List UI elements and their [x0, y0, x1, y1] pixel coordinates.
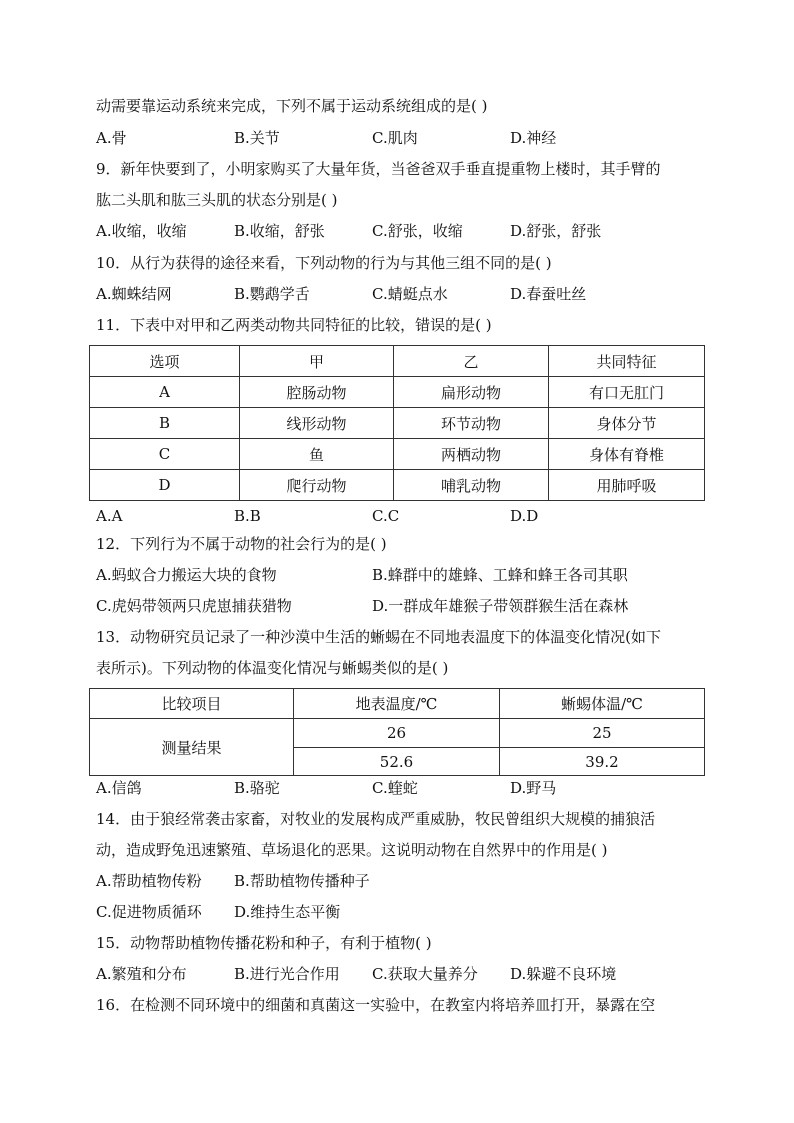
q13-option-d[interactable]: D.野马 [510, 779, 557, 797]
table-row [90, 719, 705, 748]
table-cell: 线形动物 [240, 408, 394, 439]
q15-option-a[interactable]: A.繁殖和分布 [96, 965, 187, 983]
q8-options [96, 128, 706, 148]
table-cell: 两栖动物 [394, 439, 549, 470]
table-header-cell: 甲 [240, 346, 394, 377]
q12-stem: 12．下列行为不属于动物的社会行为的是( ) [96, 535, 387, 553]
table-cell: 哺乳动物 [394, 470, 549, 501]
q13-table [89, 688, 705, 776]
table-cell: 用肺呼吸 [549, 470, 705, 501]
table-cell: 52.6 [294, 748, 500, 776]
q14-option-a[interactable]: A.帮助植物传粉 [96, 872, 202, 890]
q11-option-a[interactable]: A.A [96, 507, 123, 525]
q8-option-b[interactable]: B.关节 [234, 129, 280, 147]
q11-table [89, 345, 705, 501]
q10-option-d[interactable]: D.春蚕吐丝 [510, 285, 587, 303]
q13-option-a[interactable]: A.信鸽 [96, 779, 142, 797]
table-cell: 鱼 [240, 439, 394, 470]
table-cell: 环节动物 [394, 408, 549, 439]
table-row [90, 408, 705, 439]
q8-option-d[interactable]: D.神经 [510, 129, 557, 147]
q8-option-a[interactable]: A.骨 [96, 129, 127, 147]
q9-stem-line1: 9．新年快要到了，小明家购买了大量年货，当爸爸双手垂直提重物上楼时，其手臂的 [96, 160, 661, 178]
q11-table-header [90, 346, 705, 377]
q13-stem-line1: 13．动物研究员记录了一种沙漠中生活的蜥蜴在不同地表温度下的体温变化情况(如下 [96, 628, 661, 646]
q12-option-d[interactable]: D.一群成年雄猴子带领群猴生活在森林 [372, 597, 629, 615]
table-cell: 39.2 [500, 748, 705, 776]
q11-options [96, 506, 706, 526]
q14-option-d[interactable]: D.维持生态平衡 [234, 903, 341, 921]
table-header-cell: 乙 [394, 346, 549, 377]
table-header-cell: 共同特征 [549, 346, 705, 377]
q14-option-c[interactable]: C.促进物质循环 [96, 903, 202, 921]
table-cell: D [90, 470, 240, 501]
table-cell: 扁形动物 [394, 377, 549, 408]
q11-option-c[interactable]: C.C [372, 507, 400, 525]
q14-option-b[interactable]: B.帮助植物传播种子 [234, 872, 370, 890]
table-cell: 有口无肛门 [549, 377, 705, 408]
q15-options [96, 964, 706, 984]
table-cell: 身体分节 [549, 408, 705, 439]
q14-stem-line1: 14．由于狼经常袭击家畜，对牧业的发展构成严重威胁，牧民曾组织大规模的捕狼活 [96, 810, 656, 828]
q8-option-c[interactable]: C.肌肉 [372, 129, 418, 147]
table-row [90, 470, 705, 501]
q9-stem-line2: 肱二头肌和肱三头肌的状态分别是( ) [96, 191, 338, 209]
table-cell: 26 [294, 719, 500, 748]
table-cell: B [90, 408, 240, 439]
q12-option-c[interactable]: C.虎妈带领两只虎崽捕获猎物 [96, 597, 292, 615]
q13-stem-line2: 表所示)。下列动物的体温变化情况与蜥蜴类似的是( ) [96, 659, 449, 677]
table-row [90, 377, 705, 408]
q11-stem: 11．下表中对甲和乙两类动物共同特征的比较，错误的是( ) [96, 316, 492, 334]
q12-option-b[interactable]: B.蜂群中的雄蜂、工蜂和蜂王各司其职 [372, 566, 628, 584]
table-cell: 爬行动物 [240, 470, 394, 501]
q13-option-b[interactable]: B.骆驼 [234, 779, 280, 797]
q10-option-a[interactable]: A.蜘蛛结网 [96, 285, 172, 303]
table-header-cell: 地表温度/℃ [294, 689, 500, 719]
q13-option-c[interactable]: C.蝰蛇 [372, 779, 418, 797]
table-row-label: 测量结果 [90, 719, 294, 776]
q15-option-c[interactable]: C.获取大量养分 [372, 965, 478, 983]
q9-option-c[interactable]: C.舒张，收缩 [372, 222, 463, 240]
table-cell: 腔肠动物 [240, 377, 394, 408]
q8-stem-end: 动需要靠运动系统来完成，下列不属于运动系统组成的是( ) [96, 97, 488, 115]
q12-options-row1 [96, 565, 706, 585]
q15-option-b[interactable]: B.进行光合作用 [234, 965, 340, 983]
table-header-cell: 选项 [90, 346, 240, 377]
q15-stem: 15．动物帮助植物传播花粉和种子，有利于植物( ) [96, 934, 432, 952]
q14-options-row2 [96, 902, 706, 922]
q10-options [96, 284, 706, 304]
q16-stem: 16．在检测不同环境中的细菌和真菌这一实验中，在教室内将培养皿打开，暴露在空 [96, 996, 656, 1014]
q10-option-b[interactable]: B.鹦鹉学舌 [234, 285, 310, 303]
table-cell: C [90, 439, 240, 470]
table-header-cell: 蜥蜴体温/℃ [500, 689, 705, 719]
q9-option-d[interactable]: D.舒张，舒张 [510, 222, 602, 240]
q13-table-header [90, 689, 705, 719]
q10-option-c[interactable]: C.蜻蜓点水 [372, 285, 448, 303]
q11-option-d[interactable]: D.D [510, 507, 539, 525]
q10-stem: 10．从行为获得的途径来看，下列动物的行为与其他三组不同的是( ) [96, 254, 552, 272]
table-header-cell: 比较项目 [90, 689, 294, 719]
q9-option-a[interactable]: A.收缩，收缩 [96, 222, 187, 240]
q14-stem-line2: 动，造成野兔迅速繁殖、草场退化的恶果。这说明动物在自然界中的作用是( ) [96, 841, 608, 859]
q11-option-b[interactable]: B.B [234, 507, 261, 525]
q9-options [96, 221, 706, 241]
q12-option-a[interactable]: A.蚂蚁合力搬运大块的食物 [96, 566, 277, 584]
table-cell: 身体有脊椎 [549, 439, 705, 470]
table-row [90, 439, 705, 470]
q9-option-b[interactable]: B.收缩，舒张 [234, 222, 325, 240]
q12-options-row2 [96, 596, 706, 616]
q15-option-d[interactable]: D.躲避不良环境 [510, 965, 617, 983]
table-cell: A [90, 377, 240, 408]
q13-options [96, 778, 706, 798]
q14-options-row1 [96, 871, 706, 891]
table-cell: 25 [500, 719, 705, 748]
